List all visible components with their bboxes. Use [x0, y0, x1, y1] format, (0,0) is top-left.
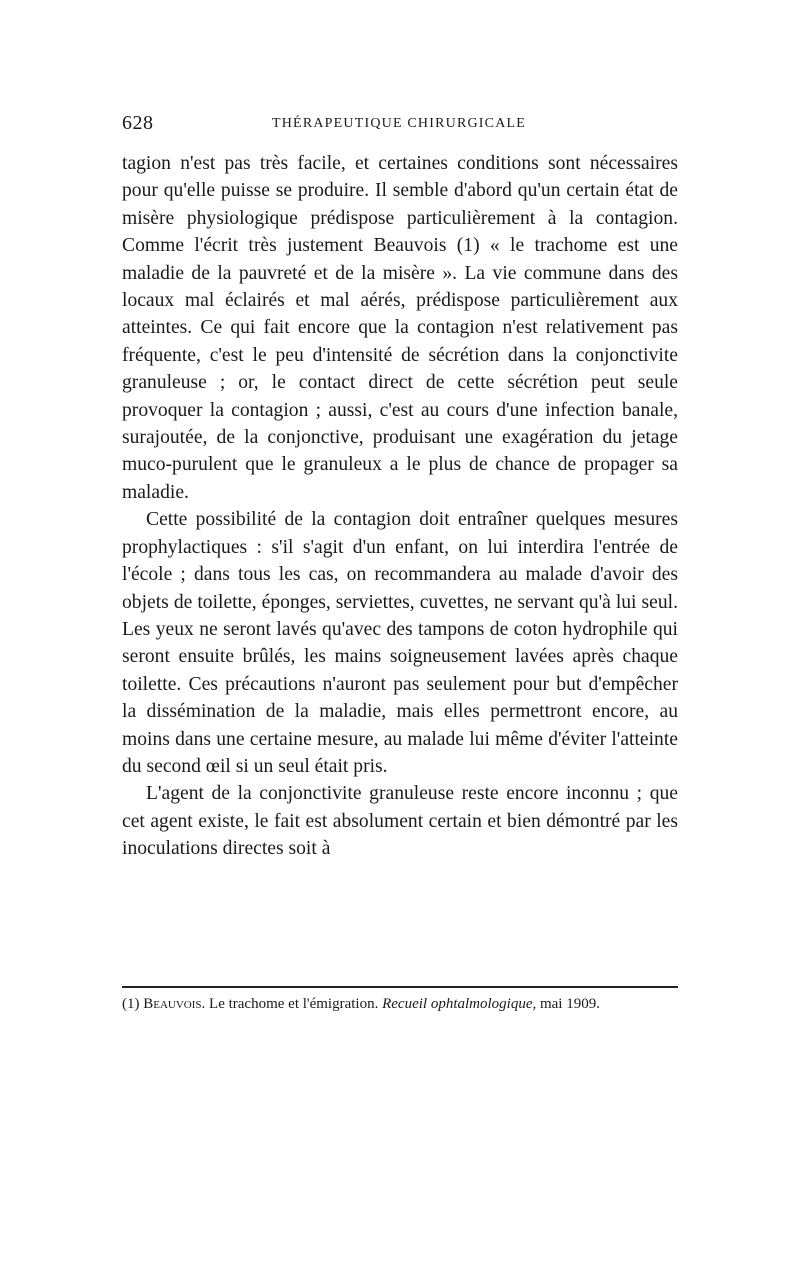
footnote-divider [122, 986, 678, 988]
footnote-author: Beauvois. [143, 996, 206, 1012]
paragraph-2: Cette possibilité de la contagion doit entraîner quelques mesures prophylactiques : s'il s'agit d'un enfant, on lui interdira l'entrée de l'école ; dans tous les cas, on recommandera au malade d'avoir des objets de toilette, éponges, serviettes, cuvettes, ne servant qu'à lui seul. Les yeux ne seront lavés qu'avec des tampons de coton hydrophile qui seront ensuite brûlés, les mains soigneusement lavées après chaque toilette. Ces précautions n'auront pas seulement pour but d'empêcher la dissémination de la maladie, mais elles permettront encore, au moins dans une certaine mesure, au malade lui même d'éviter l'atteinte du second œil si un seul était pris. [122, 509, 678, 777]
body-text [122, 150, 678, 863]
page-number: 628 [122, 112, 154, 134]
footnote-date: mai 1909. [539, 996, 600, 1012]
footnote [122, 994, 678, 1014]
footnote-journal: Recueil ophtalmologique, [382, 996, 537, 1012]
running-title: THÉRAPEUTIQUE CHIRURGICALE [272, 116, 527, 131]
paragraph-3: L'agent de la conjonctivite granuleuse reste encore inconnu ; que cet agent existe, le fait est absolument certain et bien démontré par les inoculations directes soit à [122, 783, 678, 860]
footnote-text: Le trachome et l'émigration. [209, 996, 379, 1012]
footnote-marker: (1) [122, 996, 140, 1012]
page-header [122, 112, 678, 142]
paragraph-1: tagion n'est pas très facile, et certaines conditions sont nécessaires pour qu'elle puisse se produire. Il semble d'abord qu'un certain état de misère physiologique prédispose particulièrement à la contagion. Comme l'écrit très justement Beauvois (1) « le trachome est une maladie de la pauvreté et de la misère ». La vie commune dans des locaux mal éclairés et mal aérés, prédispose particulièrement aux atteintes. Ce qui fait encore que la contagion n'est relativement pas fréquente, c'est le peu d'intensité de sécrétion dans la conjonctivite granuleuse ; or, le contact direct de cette sécrétion peut seule provoquer la contagion ; aussi, c'est au cours d'une infection banale, surajoutée, de la conjonctive, produisant une exagération du jetage muco-purulent que le granuleux a le plus de chance de propager sa maladie. [122, 153, 678, 503]
